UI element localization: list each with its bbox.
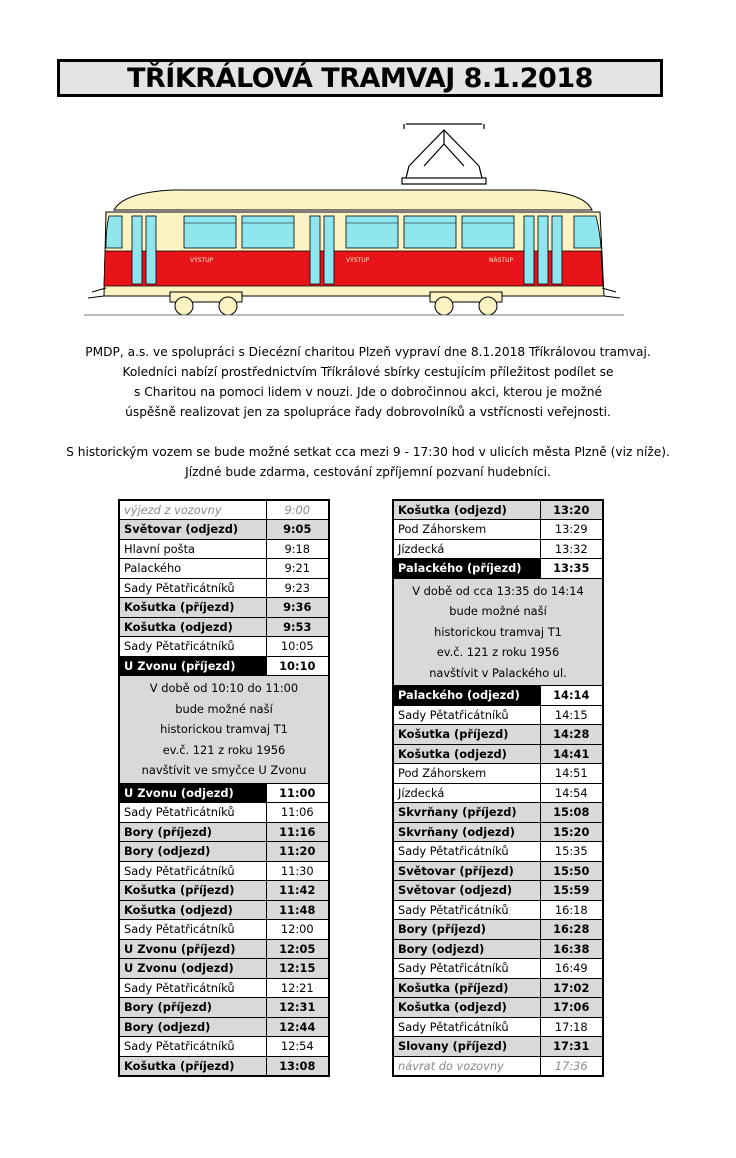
stop-name: Bory (příjezd) — [119, 998, 266, 1018]
table-row — [393, 861, 603, 881]
departure-time: 14:15 — [540, 705, 603, 725]
stop-name: Bory (příjezd) — [393, 920, 540, 940]
stop-name: Košutka (příjezd) — [119, 881, 266, 901]
table-row — [119, 1056, 329, 1076]
stop-name: Světovar (příjezd) — [393, 861, 540, 881]
layover-note-row — [119, 676, 329, 784]
layover-note-row — [393, 578, 603, 686]
departure-time: 14:14 — [540, 686, 603, 706]
table-row — [393, 978, 603, 998]
layover-note-line: V době od 10:10 do 11:00 — [149, 681, 299, 695]
stop-name: Slovany (příjezd) — [393, 1037, 540, 1057]
stop-name: Světovar (odjezd) — [393, 881, 540, 901]
table-row — [393, 686, 603, 706]
table-row — [393, 959, 603, 979]
stop-name: Bory (příjezd) — [119, 822, 266, 842]
stop-name: Sady Pětatřicátníků — [119, 1037, 266, 1057]
departure-time: 16:38 — [540, 939, 603, 959]
stop-name: Palackého — [119, 559, 266, 579]
table-row — [119, 978, 329, 998]
table-row — [119, 656, 329, 676]
table-row — [393, 1037, 603, 1057]
tram-sign-entry: NÁSTUP — [489, 257, 514, 264]
departure-time: 14:41 — [540, 744, 603, 764]
table-row — [393, 998, 603, 1018]
departure-time: 15:35 — [540, 842, 603, 862]
stop-name: Košutka (odjezd) — [393, 744, 540, 764]
table-row — [119, 598, 329, 618]
stop-name: Košutka (příjezd) — [393, 978, 540, 998]
stop-name: U Zvonu (odjezd) — [119, 783, 266, 803]
departure-time: 9:23 — [266, 578, 329, 598]
table-row — [393, 900, 603, 920]
departure-time: 12:44 — [266, 1017, 329, 1037]
stop-name: Sady Pětatřicátníků — [393, 842, 540, 862]
stop-name: Sady Pětatřicátníků — [119, 861, 266, 881]
stop-name: Sady Pětatřicátníků — [393, 1017, 540, 1037]
table-row — [119, 939, 329, 959]
table-row — [119, 578, 329, 598]
table-row — [119, 1017, 329, 1037]
departure-time: 12:54 — [266, 1037, 329, 1057]
intro-text — [60, 342, 676, 482]
departure-time: 16:49 — [540, 959, 603, 979]
stop-name: Košutka (příjezd) — [393, 725, 540, 745]
intro-line: s Charitou na pomoci lidem v nouzi. Jde o dobročinnou akci, kterou je možné — [134, 385, 602, 399]
stop-name: Bory (odjezd) — [393, 939, 540, 959]
table-row — [119, 881, 329, 901]
departure-time: 11:00 — [266, 783, 329, 803]
layover-note-line: navštívit ve smyčce U Zvonu — [141, 763, 307, 777]
stop-name: U Zvonu (odjezd) — [119, 959, 266, 979]
departure-time: 9:05 — [266, 520, 329, 540]
departure-time: 12:15 — [266, 959, 329, 979]
stop-name: Pod Záhorskem — [393, 520, 540, 540]
table-row — [393, 939, 603, 959]
stop-name: Sady Pětatřicátníků — [393, 900, 540, 920]
stop-name: Sady Pětatřicátníků — [119, 578, 266, 598]
layover-note-line: ev.č. 121 z roku 1956 — [162, 742, 286, 757]
stop-name: Košutka (odjezd) — [119, 617, 266, 637]
stop-name: Sady Pětatřicátníků — [393, 959, 540, 979]
stop-name: Skvrňany (příjezd) — [393, 803, 540, 823]
departure-time: 11:06 — [266, 803, 329, 823]
departure-time: 14:54 — [540, 783, 603, 803]
table-row — [119, 617, 329, 637]
schedule-body — [119, 500, 329, 1076]
tram-roof — [114, 190, 592, 210]
layover-note — [119, 676, 329, 784]
departure-time: 9:00 — [266, 500, 329, 520]
pantograph — [402, 124, 486, 184]
stop-name: Sady Pětatřicátníků — [119, 803, 266, 823]
departure-time: 13:20 — [540, 500, 603, 520]
table-row — [119, 637, 329, 657]
stop-name: výjezd z vozovny — [119, 500, 266, 520]
table-row — [119, 803, 329, 823]
departure-time: 15:08 — [540, 803, 603, 823]
table-row — [393, 705, 603, 725]
table-row — [119, 998, 329, 1018]
table-row — [119, 842, 329, 862]
departure-time: 15:59 — [540, 881, 603, 901]
table-row — [119, 900, 329, 920]
departure-time: 9:53 — [266, 617, 329, 637]
tram-illustration — [84, 120, 624, 320]
stop-name: Sady Pětatřicátníků — [119, 978, 266, 998]
intro-line: Jízdné bude zdarma, cestování zpříjemní pozvaní hudebníci. — [185, 465, 551, 479]
table-row — [393, 744, 603, 764]
table-row — [393, 881, 603, 901]
table-row — [393, 764, 603, 784]
stop-name: Palackého (příjezd) — [393, 559, 540, 579]
table-row — [393, 842, 603, 862]
departure-time: 10:05 — [266, 637, 329, 657]
stop-name: Sady Pětatřicátníků — [119, 920, 266, 940]
table-row — [393, 822, 603, 842]
stop-name: návrat do vozovny — [393, 1056, 540, 1076]
departure-time: 9:21 — [266, 559, 329, 579]
departure-time: 13:29 — [540, 520, 603, 540]
table-row — [393, 1017, 603, 1037]
departure-time: 13:32 — [540, 539, 603, 559]
table-row — [119, 500, 329, 520]
schedule-body — [393, 500, 603, 1076]
departure-time: 12:31 — [266, 998, 329, 1018]
departure-time: 17:02 — [540, 978, 603, 998]
departure-time: 9:36 — [266, 598, 329, 618]
title-box — [57, 59, 663, 97]
departure-time: 13:08 — [266, 1056, 329, 1076]
stop-name: Palackého (odjezd) — [393, 686, 540, 706]
departure-time: 17:18 — [540, 1017, 603, 1037]
table-row — [119, 520, 329, 540]
departure-time: 11:48 — [266, 900, 329, 920]
intro-line: Koledníci nabízí prostřednictvím Tříkrálové sbírky cestujícím příležitost podílet se — [122, 365, 614, 379]
page-title: TŘÍKRÁLOVÁ TRAMVAJ 8.1.2018 — [127, 62, 593, 94]
departure-time: 12:21 — [266, 978, 329, 998]
departure-time: 15:50 — [540, 861, 603, 881]
stop-name: Jízdecká — [393, 539, 540, 559]
departure-time: 11:42 — [266, 881, 329, 901]
table-row — [393, 539, 603, 559]
departure-time: 12:05 — [266, 939, 329, 959]
departure-time: 14:28 — [540, 725, 603, 745]
table-row — [393, 920, 603, 940]
schedule-table-left — [118, 499, 330, 1077]
layover-note-line: ev.č. 121 z roku 1956 — [436, 645, 560, 659]
layover-note-line: bude možné naší — [175, 701, 273, 716]
table-row — [119, 959, 329, 979]
schedule-table-right — [392, 499, 604, 1077]
stop-name: Hlavní pošta — [119, 539, 266, 559]
departure-time: 10:10 — [266, 656, 329, 676]
stop-name: Světovar (odjezd) — [119, 520, 266, 540]
table-row — [119, 920, 329, 940]
intro-line: PMDP, a.s. ve spolupráci s Diecézní charitou Plzeň vypraví dne 8.1.2018 Tříkrálovou tramvaj. — [85, 345, 651, 359]
table-row — [393, 803, 603, 823]
table-row — [393, 559, 603, 579]
stop-name: Košutka (odjezd) — [393, 500, 540, 520]
table-row — [393, 500, 603, 520]
table-row — [119, 783, 329, 803]
stop-name: U Zvonu (příjezd) — [119, 939, 266, 959]
stop-name: Sady Pětatřicátníků — [393, 705, 540, 725]
departure-time: 16:18 — [540, 900, 603, 920]
departure-time: 9:18 — [266, 539, 329, 559]
departure-time: 11:30 — [266, 861, 329, 881]
stop-name: Košutka (příjezd) — [119, 598, 266, 618]
table-row — [119, 822, 329, 842]
tram-sign-exit-left: VÝSTUP — [190, 257, 214, 264]
table-row — [119, 1037, 329, 1057]
departure-time: 14:51 — [540, 764, 603, 784]
table-row — [393, 1056, 603, 1076]
departure-time: 17:31 — [540, 1037, 603, 1057]
layover-note-line: V době od cca 13:35 do 14:14 — [412, 583, 584, 598]
table-row — [119, 559, 329, 579]
stop-name: Košutka (odjezd) — [119, 900, 266, 920]
table-row — [393, 783, 603, 803]
departure-time: 11:20 — [266, 842, 329, 862]
layover-note-line: bude možné naší — [449, 604, 547, 618]
departure-time: 12:00 — [266, 920, 329, 940]
stop-name: Košutka (odjezd) — [393, 998, 540, 1018]
layover-note-line: navštívit v Palackého ul. — [429, 665, 567, 680]
departure-time: 13:35 — [540, 559, 603, 579]
stop-name: Sady Pětatřicátníků — [119, 637, 266, 657]
departure-time: 11:16 — [266, 822, 329, 842]
stop-name: Skvrňany (odjezd) — [393, 822, 540, 842]
stop-name: Jízdecká — [393, 783, 540, 803]
tram-sign-exit-mid: VÝSTUP — [346, 257, 370, 264]
stop-name: U Zvonu (příjezd) — [119, 656, 266, 676]
table-row — [119, 539, 329, 559]
table-row — [119, 861, 329, 881]
intro-line: úspěšně realizovat jen za spolupráce řady dobrovolníků a vstřícnosti veřejnosti. — [125, 405, 611, 419]
departure-time: 15:20 — [540, 822, 603, 842]
layover-note-line: historickou tramvaj T1 — [434, 624, 562, 639]
stop-name: Bory (odjezd) — [119, 1017, 266, 1037]
layover-note — [393, 578, 603, 686]
departure-time: 17:36 — [540, 1056, 603, 1076]
stop-name: Bory (odjezd) — [119, 842, 266, 862]
departure-time: 16:28 — [540, 920, 603, 940]
departure-time: 17:06 — [540, 998, 603, 1018]
stop-name: Košutka (příjezd) — [119, 1056, 266, 1076]
layover-note-line: historickou tramvaj T1 — [160, 722, 288, 736]
table-row — [393, 520, 603, 540]
table-row — [393, 725, 603, 745]
intro-line: S historickým vozem se bude možné setkat cca mezi 9 - 17:30 hod v ulicích města Plzně (viz níže). — [66, 445, 670, 459]
stop-name: Pod Záhorskem — [393, 764, 540, 784]
